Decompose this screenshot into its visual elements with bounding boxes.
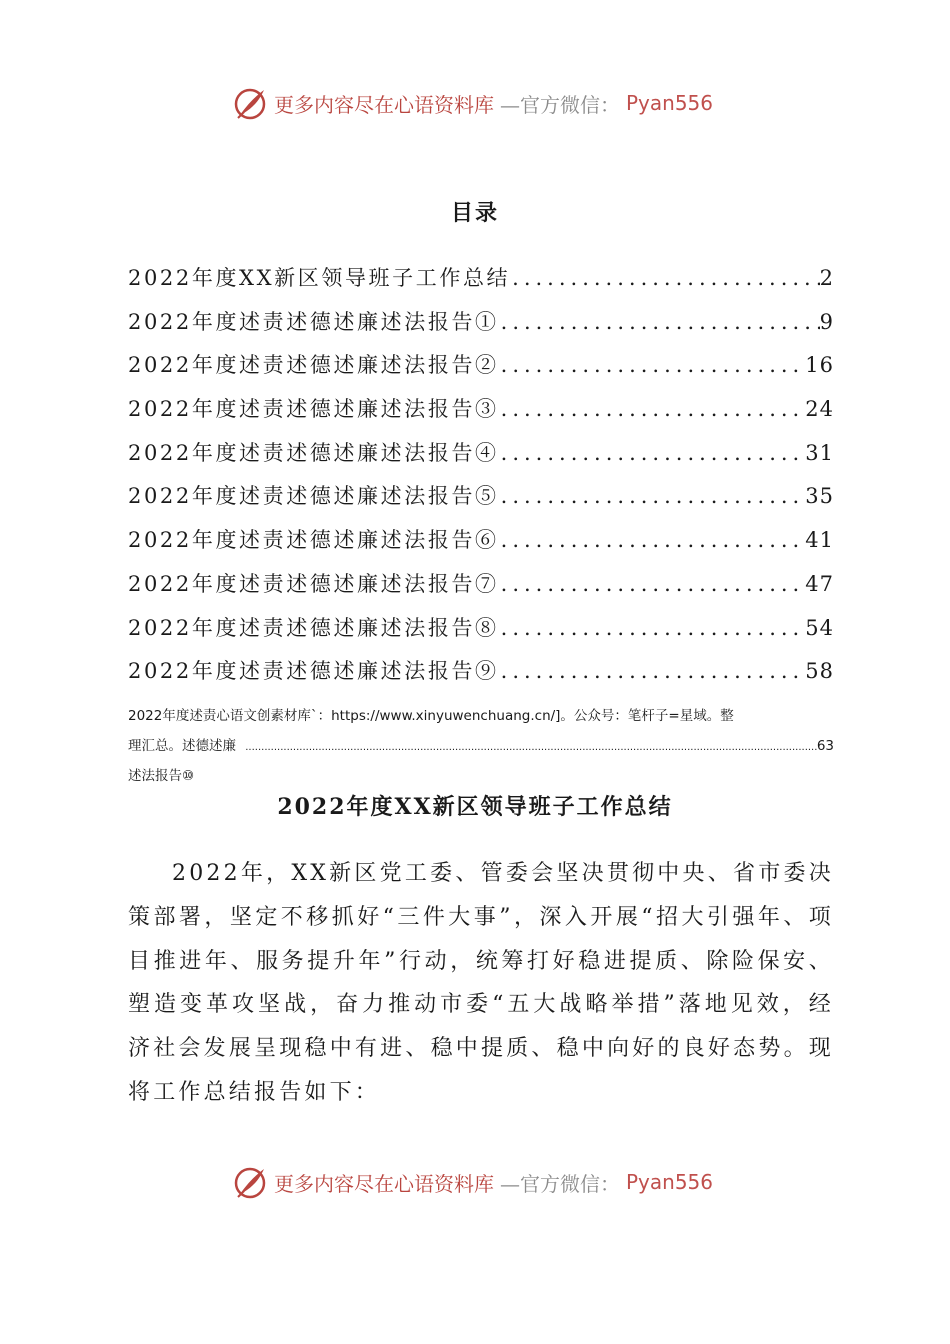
toc-entry-page: 2 [819,266,834,290]
toc-entry-title: 2022年度述责述德述廉述法报告③ [128,397,499,422]
toc-entry-title: 2022年度述责述德述廉述法报告④ [128,440,499,465]
toc-entry[interactable] [128,480,834,524]
toc-entry-page: 47 [805,571,834,596]
toc-entry[interactable] [128,655,834,699]
watermark-banner-top [232,83,713,123]
toc-title: 目录 [450,200,499,226]
watermark-text: 更多内容尽在心语资料库 [274,1171,494,1196]
watermark-banner-bottom [232,1162,713,1202]
toc-leader-dots [499,397,806,421]
toc-leader-dots [245,733,817,763]
toc-entry-title: 2022年度述责述德述廉述法报告② [128,353,499,378]
toc-entry-title: 2022年度述责述德述廉述法报告⑤ [128,484,499,509]
toc-entry-last[interactable] [128,701,834,791]
toc-leader-dots [499,441,806,465]
toc-entry-page: 31 [805,440,834,465]
toc-entry[interactable] [128,349,834,393]
toc-leader-dots [499,484,806,508]
watermark-wechat-label: —官方微信： [500,92,620,117]
toc-entry-last-line2: 理汇总。述德述廉述法报告⑩ [128,738,236,784]
quill-logo-icon [232,85,268,121]
toc-entry-title: 2022年度述责述德述廉述法报告① [128,309,499,334]
toc-entry[interactable] [128,612,834,656]
toc-entry-last-page: 63 [816,738,834,754]
watermark-text: 更多内容尽在心语资料库 [274,92,494,117]
toc-entry[interactable] [128,524,834,568]
toc-entry[interactable] [128,306,834,350]
watermark-wechat-id: Pyan556 [626,91,714,115]
toc-entry-title: 2022年度XX新区领导班子工作总结 [128,266,511,290]
quill-logo-icon [232,1164,268,1200]
toc-entry-title: 2022年度述责述德述廉述法报告⑥ [128,528,499,553]
toc-entry-title: 2022年度述责述德述廉述法报告⑦ [128,571,499,596]
toc-leader-dots [499,353,806,377]
toc-entry-page: 41 [805,528,834,553]
toc-leader-dots [499,616,806,640]
toc-leader-dots [510,266,819,290]
watermark-wechat-id: Pyan556 [626,1170,714,1194]
toc-entry-page: 58 [805,659,834,684]
section-paragraph: 2022年，XX新区党工委、管委会坚决贯彻中央、省市委决策部署，坚定不移抓好“三件大事”，深入开展“招大引强年、项目推进年、服务提升年”行动，统筹打好稳进提质、除险保安、塑造变革攻坚战，奋力推动市委“五大战略举措”落地见效，经济社会发展呈现稳中有进、稳中提质、稳中向好的良好态势。现将工作总结报告如下： [128,861,834,1105]
toc-leader-dots [499,659,806,683]
toc-entry[interactable] [128,262,834,306]
toc-entry-page: 9 [819,309,834,334]
toc-leader-dots [499,572,806,596]
toc-entry-page: 16 [805,353,834,378]
toc-leader-dots [499,310,820,334]
toc-entry-title: 2022年度述责述德述廉述法报告⑧ [128,615,499,640]
toc-entry-page: 54 [805,615,834,640]
toc-entry[interactable] [128,568,834,612]
toc-list [128,262,834,699]
toc-entry-page: 35 [805,484,834,509]
toc-entry-page: 24 [805,397,834,422]
toc-entry[interactable] [128,393,834,437]
section-title: 2022年度XX新区领导班子工作总结 [277,794,673,820]
watermark-wechat-label: —官方微信： [500,1171,620,1196]
toc-entry-last-line1: 2022年度述责心语文创素材库`：https://www.xinyuwenchuang.cn/]。公众号：笔杆子=星域。整 [128,708,734,724]
toc-entry[interactable] [128,437,834,481]
toc-leader-dots [499,528,806,552]
toc-entry-title: 2022年度述责述德述廉述法报告⑨ [128,659,499,684]
